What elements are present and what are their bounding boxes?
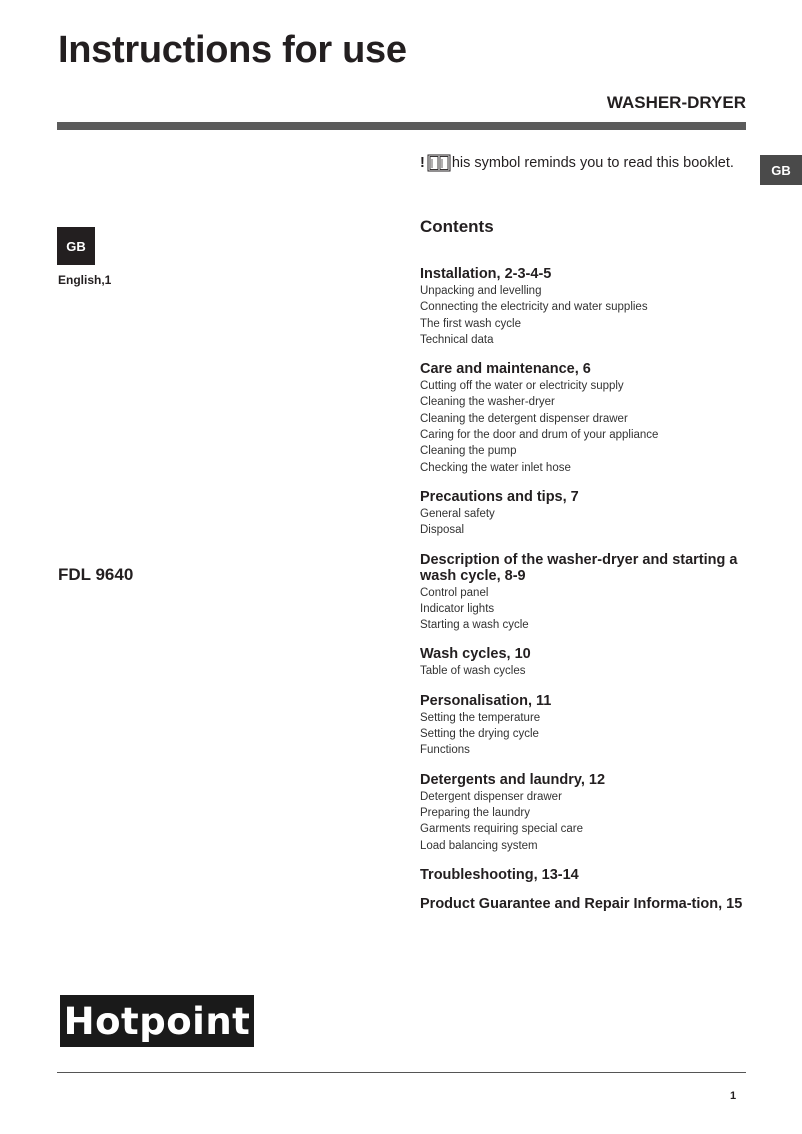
toc-item: Unpacking and levelling xyxy=(420,285,542,297)
toc-item: The first wash cycle xyxy=(420,317,521,330)
toc-item: Setting the drying cycle xyxy=(420,728,539,741)
toc-item: Caring for the door and drum of your appliance xyxy=(420,429,659,442)
toc-section xyxy=(420,552,760,634)
toc-item: Setting the temperature xyxy=(420,711,541,724)
booklet-icon xyxy=(427,154,451,172)
toc-section xyxy=(420,361,760,476)
language-label: English,1 xyxy=(58,273,112,287)
hotpoint-logo: Hotpoint xyxy=(60,995,254,1047)
toc-section-title: Detergents and laundry, 12 xyxy=(420,771,606,788)
table-of-contents xyxy=(420,266,760,925)
toc-section-title: Personalisation, 11 xyxy=(420,692,552,709)
toc-section xyxy=(420,646,760,679)
toc-item: Indicator lights xyxy=(420,602,495,615)
toc-section-title: Description of the washer-dryer and starting a wash cycle, 8-9 xyxy=(420,551,738,584)
warning-mark: ! xyxy=(420,155,425,171)
toc-section xyxy=(420,896,760,912)
toc-item: Cleaning the pump xyxy=(420,445,517,458)
model-number: FDL 9640 xyxy=(58,565,134,584)
toc-item: Cleaning the washer-dryer xyxy=(420,396,555,409)
notice-text: his symbol reminds you to read this booklet. xyxy=(451,155,734,171)
toc-section xyxy=(420,693,760,759)
toc-item: Control panel xyxy=(420,586,489,599)
language-side-tab: GB xyxy=(760,155,802,185)
language-badge: GB xyxy=(57,227,95,265)
footer-divider xyxy=(57,1072,746,1073)
header-divider xyxy=(57,122,746,130)
toc-item: Cutting off the water or electricity supply xyxy=(420,380,624,393)
toc-item: Detergent dispenser drawer xyxy=(420,790,562,803)
toc-item: Garments requiring special care xyxy=(420,823,583,836)
product-type: WASHER-DRYER xyxy=(606,93,746,112)
toc-section xyxy=(420,867,760,883)
toc-item: Cleaning the detergent dispenser drawer xyxy=(420,412,628,425)
page-number: 1 xyxy=(730,1090,737,1102)
toc-section-title: Care and maintenance, 6 xyxy=(420,361,591,378)
toc-section xyxy=(420,772,760,854)
toc-item: Connecting the electricity and water supplies xyxy=(420,301,648,314)
toc-section-title: Product Guarantee and Repair Informa-tion, 15 xyxy=(420,895,743,912)
toc-item: Preparing the laundry xyxy=(420,806,530,819)
page-title: Instructions for use xyxy=(58,29,407,71)
toc-item: Checking the water inlet hose xyxy=(420,461,571,474)
toc-section-title: Installation, 2-3-4-5 xyxy=(420,266,552,282)
toc-item: Functions xyxy=(420,744,470,757)
toc-item: Load balancing system xyxy=(420,839,538,852)
toc-item: Technical data xyxy=(420,333,494,346)
toc-section xyxy=(420,266,760,348)
toc-section-title: Precautions and tips, 7 xyxy=(420,488,579,505)
toc-section-title: Troubleshooting, 13-14 xyxy=(420,866,579,883)
toc-section xyxy=(420,489,760,539)
toc-item: General safety xyxy=(420,507,495,520)
toc-item: Starting a wash cycle xyxy=(420,619,529,632)
toc-section-title: Wash cycles, 10 xyxy=(420,646,531,663)
toc-item: Table of wash cycles xyxy=(420,665,526,678)
read-booklet-notice xyxy=(420,153,734,173)
toc-item: Disposal xyxy=(420,524,465,537)
contents-heading: Contents xyxy=(420,217,494,236)
